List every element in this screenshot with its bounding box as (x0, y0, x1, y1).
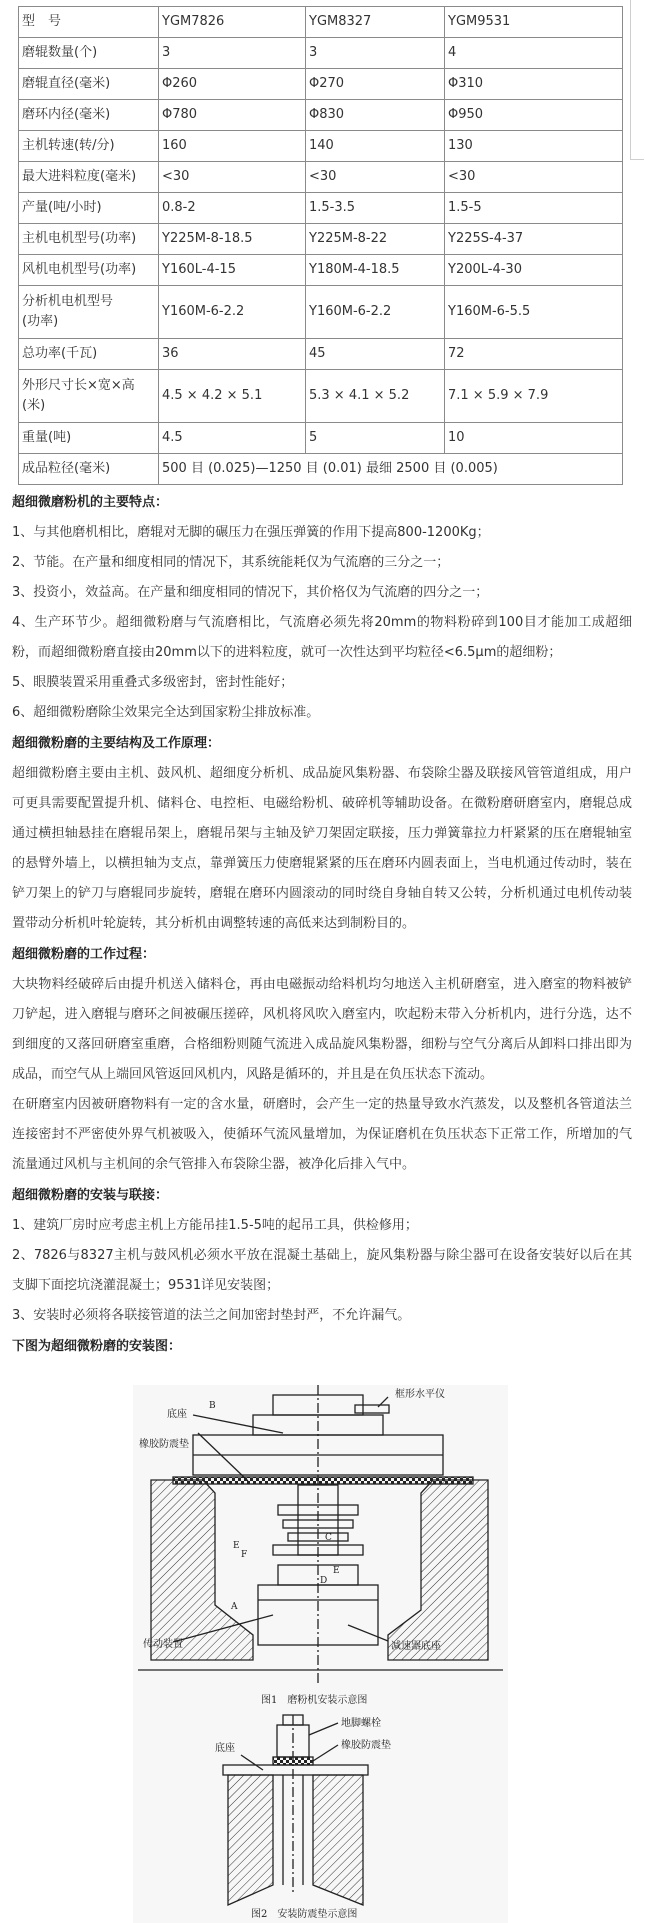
table-cell: 成品粒径(毫米) (19, 454, 159, 485)
feature-item: 4、生产环节少。超细微粉磨与气流磨相比，气流磨必须先将20mm的物料粉碎到100目才能加工成超细粉，而超细微粉磨直接由20mm以下的进料粒度，就可一次性达到平均粒径<6.5μm的超细粉； (12, 615, 632, 660)
fig2-label-anchor-bolt: 地脚螺栓 (341, 1718, 381, 1729)
table-cell: 4 (445, 38, 623, 69)
table-header-cell: YGM7826 (159, 7, 306, 38)
table-cell: 外形尺寸长×宽×高 (米) (19, 370, 159, 423)
fig1-label-drive: 传动装置 (143, 1639, 183, 1650)
table-header-cell: YGM8327 (306, 7, 445, 38)
structure-paragraphs (12, 759, 632, 939)
table-cell: 45 (306, 339, 445, 370)
table-row (19, 255, 623, 286)
table-row (19, 100, 623, 131)
table-cell: Φ950 (445, 100, 623, 131)
table-cell: 5.3 × 4.1 × 5.2 (306, 370, 445, 423)
table-row (19, 193, 623, 224)
table-cell: 160 (159, 131, 306, 162)
fig1-label-pad: 橡胶防震垫 (139, 1439, 189, 1450)
table-cell: 5 (306, 423, 445, 454)
structure-paragraph: 超细微粉磨主要由主机、鼓风机、超细度分析机、成品旋风集粉器、布袋除尘器及联接风管管道组成，用户可更具需要配置提升机、储料仓、电控柜、电磁给粉机、破碎机等辅助设备。在微粉磨研磨室内，磨辊总成通过横担轴悬挂在磨辊吊架上，磨辊吊架与主轴及铲刀架固定联接，压力弹簧靠拉力杆紧紧的压在磨辊轴室的悬臂外墙上，以横担轴为支点，靠弹簧压力使磨辊紧紧的压在磨环内圆表面上，当电机通过传动时，装在铲刀架上的铲刀与磨辊同步旋转，磨辊在磨环内圆滚动的同时绕自身轴自转又公转，分析机通过电机传动装置带动分析机叶轮旋转，其分析机由调整转速的高低来达到制粉目的。 (12, 766, 632, 931)
table-cell: Y180M-4-18.5 (306, 255, 445, 286)
table-cell: 主机电机型号(功率) (19, 224, 159, 255)
table-row (19, 423, 623, 454)
table-header-cell: YGM9531 (445, 7, 623, 38)
installation-diagram (133, 1385, 508, 1923)
features-list (12, 518, 632, 728)
table-cell: 3 (306, 38, 445, 69)
install-list (12, 1211, 632, 1331)
table-row (19, 38, 623, 69)
fig1-label-b: B (209, 1401, 216, 1411)
table-cell: 总功率(千瓦) (19, 339, 159, 370)
spec-table (18, 6, 623, 485)
fig1-label-a: A (231, 1602, 238, 1612)
fig2-caption: 图2 安装防震垫示意图 (251, 1909, 358, 1920)
table-row (19, 69, 623, 100)
table-cell: Y200L-4-30 (445, 255, 623, 286)
table-cell-merged: 500 目 (0.025)—1250 目 (0.01) 最细 2500 目 (0.005) (159, 454, 623, 485)
table-cell: 主机转速(转/分) (19, 131, 159, 162)
table-row (19, 224, 623, 255)
table-cell: <30 (445, 162, 623, 193)
fig1-label-reducer-base: 减速器底座 (391, 1641, 441, 1652)
fig1-label-e-left: E (233, 1541, 240, 1551)
table-header-row (19, 7, 623, 38)
features-title: 超细微磨粉机的主要特点： (12, 495, 169, 510)
process-title: 超细微粉磨的工作过程： (12, 947, 156, 962)
table-cell: 0.8-2 (159, 193, 306, 224)
table-cell: Y225M-8-18.5 (159, 224, 306, 255)
fig1-label-base: 底座 (167, 1409, 187, 1420)
table-cell: 36 (159, 339, 306, 370)
table-cell: 7.1 × 5.9 × 7.9 (445, 370, 623, 423)
table-cell: 4.5 × 4.2 × 5.1 (159, 370, 306, 423)
table-row (19, 286, 623, 339)
fig1-label-f: F (241, 1550, 248, 1560)
feature-item: 3、投资小，效益高。在产量和细度相同的情况下，其价格仅为气流磨的四分之一； (12, 585, 489, 600)
spec-table-body (19, 7, 623, 485)
fig1-label-level: 框形水平仪 (395, 1389, 445, 1400)
table-cell: 最大进料粒度(毫米) (19, 162, 159, 193)
table-cell: Y160M-6-5.5 (445, 286, 623, 339)
process-paragraph: 大块物料经破碎后由提升机送入储料仓，再由电磁振动给料机均匀地送入主机研磨室，进入磨室的物料被铲刀铲起，进入磨辊与磨环之间被碾压搓碎，风机将风吹入磨室内，吹起粉末带入分析机内，进行分选，达不到细度的又落回研磨室重磨，合格细粉则随气流进入成品旋风集粉器，细粉与空气分离后从卸料口排出即为成品，而空气从上端回风管返回风机内，风路是循环的，并且是在负压状态下流动。 (12, 977, 632, 1082)
article-content (12, 487, 632, 1362)
figure-intro: 下图为超细微粉磨的安装图： (12, 1339, 182, 1354)
table-header-cell: 型 号 (19, 7, 159, 38)
install-item: 1、建筑厂房时应考虑主机上方能吊挂1.5-5吨的起吊工具，供检修用； (12, 1218, 418, 1233)
table-cell: 10 (445, 423, 623, 454)
fig1-label-e-right: E (333, 1566, 340, 1576)
install-item: 3、安装时必须将各联接管道的法兰之间加密封垫封严，不允许漏气。 (12, 1308, 411, 1323)
feature-item: 1、与其他磨机相比，磨辊对无脚的碾压力在强压弹簧的作用下提高800-1200Kg； (12, 525, 490, 540)
table-row-particle-size (19, 454, 623, 485)
table-cell: 重量(吨) (19, 423, 159, 454)
table-cell: 磨辊数量(个) (19, 38, 159, 69)
table-cell: 140 (306, 131, 445, 162)
install-item: 2、7826与8327主机与鼓风机必须水平放在混凝土基础上，旋风集粉器与除尘器可在设备安装好以后在其支脚下面挖坑浇灌混凝土；9531详见安装图； (12, 1248, 632, 1293)
table-cell: 72 (445, 339, 623, 370)
table-cell: 3 (159, 38, 306, 69)
table-cell: <30 (159, 162, 306, 193)
table-cell: 4.5 (159, 423, 306, 454)
table-cell: 1.5-3.5 (306, 193, 445, 224)
table-cell: Y160M-6-2.2 (159, 286, 306, 339)
process-paragraphs (12, 970, 632, 1180)
table-row (19, 131, 623, 162)
install-title: 超细微粉磨的安装与联接： (12, 1188, 169, 1203)
table-cell: Y225S-4-37 (445, 224, 623, 255)
table-cell: <30 (306, 162, 445, 193)
table-cell: 分析机电机型号 (功率) (19, 286, 159, 339)
table-cell: Y160M-6-2.2 (306, 286, 445, 339)
table-cell: 磨环内径(毫米) (19, 100, 159, 131)
table-cell: Φ780 (159, 100, 306, 131)
fig1-caption: 图1 磨粉机安装示意图 (261, 1695, 368, 1706)
fig1-label-c: C (325, 1533, 332, 1543)
fig1-label-d: D (320, 1576, 328, 1586)
feature-item: 2、节能。在产量和细度相同的情况下，其系统能耗仅为气流磨的三分之一； (12, 555, 450, 570)
table-cell: Φ310 (445, 69, 623, 100)
feature-item: 6、超细微粉磨除尘效果完全达到国家粉尘排放标准。 (12, 705, 320, 720)
table-cell: 磨辊直径(毫米) (19, 69, 159, 100)
fig2-label-base: 底座 (215, 1743, 235, 1754)
table-row (19, 339, 623, 370)
table-cell: 风机电机型号(功率) (19, 255, 159, 286)
table-cell: Φ830 (306, 100, 445, 131)
table-row (19, 370, 623, 423)
table-row (19, 162, 623, 193)
structure-title: 超细微粉磨的主要结构及工作原理： (12, 736, 221, 751)
table-cell: 产量(吨/小时) (19, 193, 159, 224)
scroll-edge (630, 0, 644, 160)
table-cell: 130 (445, 131, 623, 162)
table-cell: Y160L-4-15 (159, 255, 306, 286)
table-cell: Φ270 (306, 69, 445, 100)
table-cell: Φ260 (159, 69, 306, 100)
process-paragraph: 在研磨室内因被研磨物料有一定的含水量，研磨时，会产生一定的热量导致水汽蒸发，以及整机各管道法兰连接密封不严密使外界气机被吸入，使循环气流风量增加，为保证磨机在负压状态下正常工作，所增加的气流量通过风机与主机间的余气管排入布袋除尘器，被净化后排入气中。 (12, 1097, 632, 1172)
fig2-label-pad: 橡胶防震垫 (341, 1740, 391, 1751)
figure-1-drawing (138, 1385, 503, 1685)
table-cell: 1.5-5 (445, 193, 623, 224)
feature-item: 5、眼膜装置采用重叠式多级密封，密封性能好； (12, 675, 294, 690)
table-cell: Y225M-8-22 (306, 224, 445, 255)
